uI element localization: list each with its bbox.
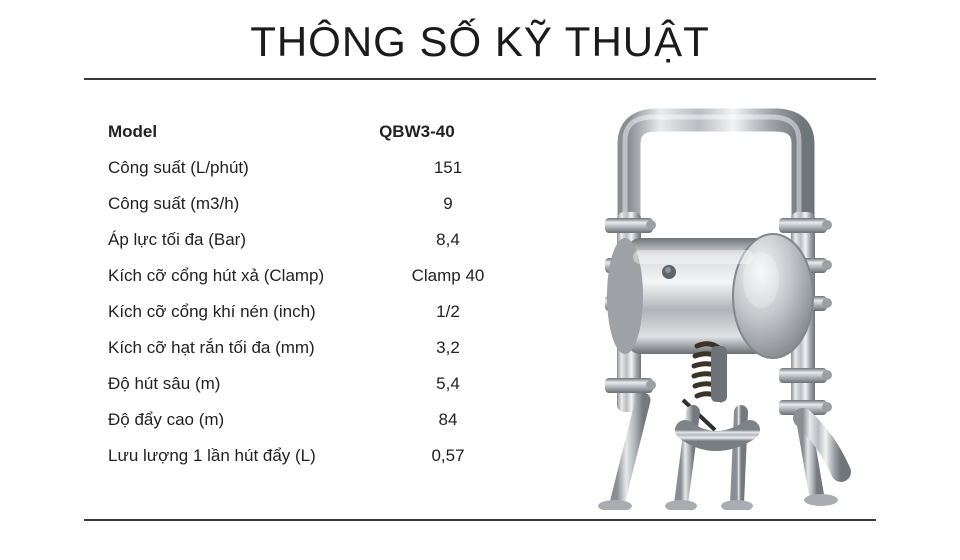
table-row [108,302,528,338]
table-row [108,158,528,194]
table-header-value: QBW3-40 [379,122,455,141]
table-row [108,410,528,446]
table-header-label: Model [108,122,158,141]
footer-divider [84,519,876,521]
title-divider-top [84,78,876,80]
spec-label: Độ hút sâu (m) [108,374,221,393]
spec-label: Áp lực tối đa (Bar) [108,230,246,249]
table-header-row [108,122,528,158]
page-title: THÔNG SỐ KỸ THUẬT [250,18,710,65]
table-row [108,446,528,482]
table-row [108,194,528,230]
spec-value: 9 [443,194,453,213]
spec-value: 3,2 [436,338,460,357]
spec-label: Độ đẩy cao (m) [108,410,225,429]
table-row [108,266,528,302]
spec-value: 5,4 [436,374,460,393]
spec-value: 8,4 [436,230,460,249]
spec-value: 0,57 [431,446,465,465]
table-row [108,230,528,266]
table-row [108,374,528,410]
spec-label: Công suất (L/phút) [108,158,249,177]
spec-label: Lưu lượng 1 lần hút đẩy (L) [108,446,316,465]
spec-label: Kích cỡ cổng hút xả (Clamp) [108,266,325,285]
spec-value: 84 [438,410,458,429]
spec-value: 151 [433,158,463,177]
spec-value: Clamp 40 [411,266,485,285]
product-image [565,100,935,510]
spec-label: Kích cỡ cổng khí nén (inch) [108,302,316,321]
spec-label: Kích cỡ hạt rắn tối đa (mm) [108,338,315,357]
spec-value: 1/2 [436,302,460,321]
spec-label: Công suất (m3/h) [108,194,240,213]
table-row [108,338,528,374]
specification-table [108,122,528,482]
